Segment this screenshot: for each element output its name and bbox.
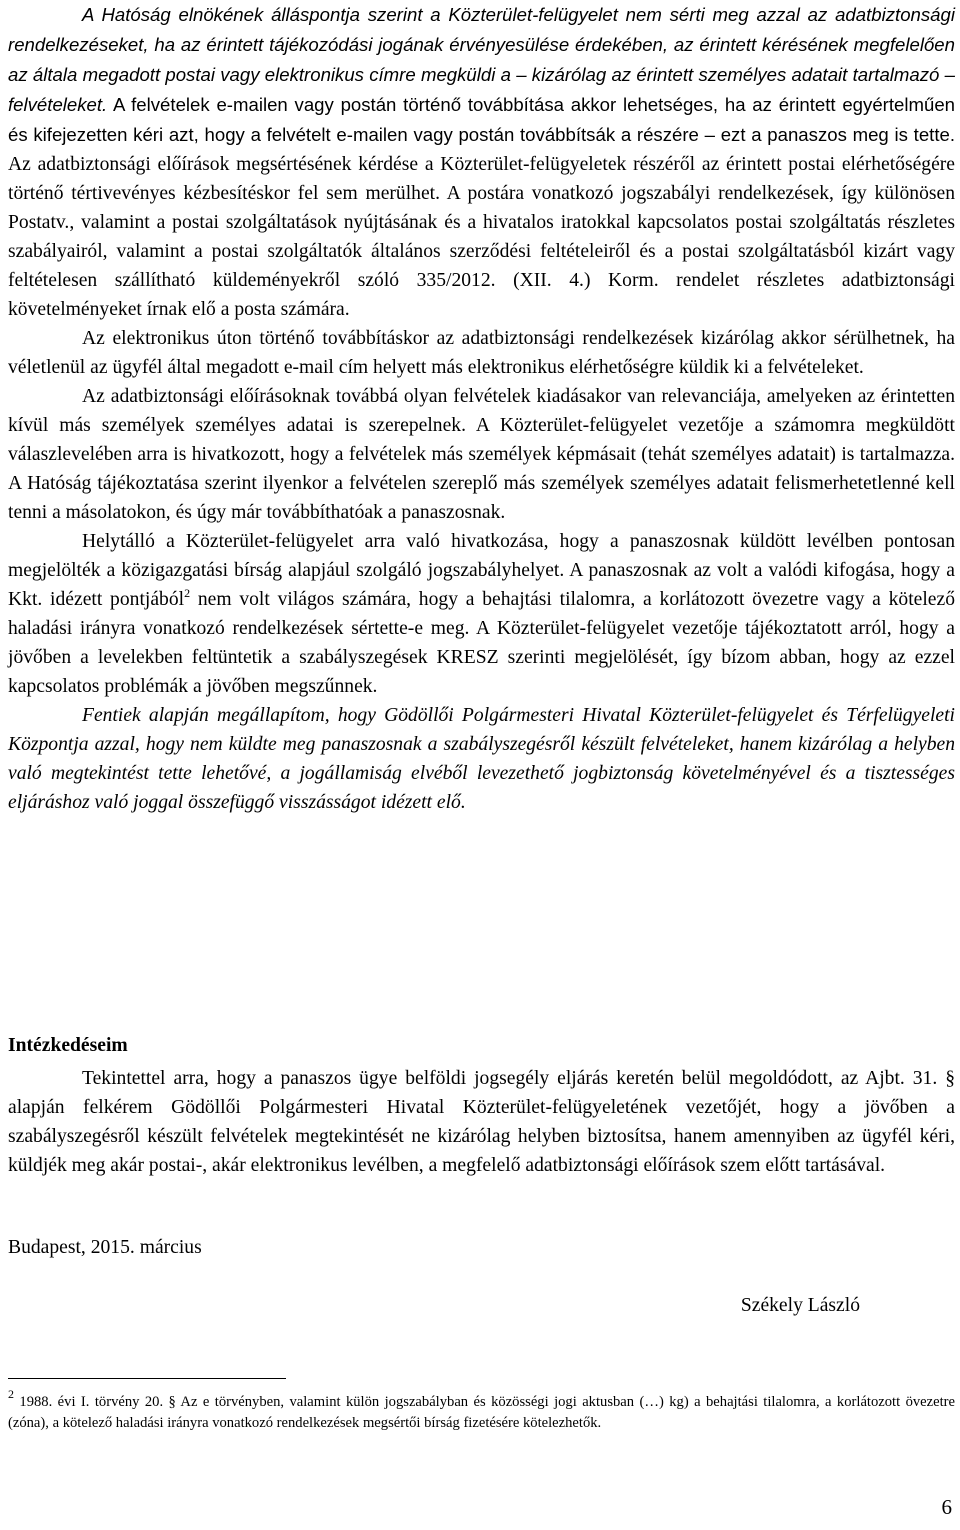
measures-heading: Intézkedéseim	[8, 1035, 128, 1056]
footnote	[8, 1387, 955, 1434]
footnote-marker: 2	[8, 1387, 14, 1401]
page-number: 6	[941, 1495, 952, 1519]
footnote-separator	[8, 1378, 286, 1379]
measures-paragraph: Tekintettel arra, hogy a panaszos ügye belföldi jogsegély eljárás keretén belül megoldódott, az Ajbt. 31. § alapján felkérem Gödöllői Polgármesteri Hivatal Közterület-felügyeletének vezetőjét, hogy a jövőben a szabályszegésről készült felvételek megtekintését ne kizárólag helyben biztosítsa, hanem amennyiben az ügyfél kéri, küldjék meg akár postai-, akár elektronikus levélben, a megfelelő adatbiztonsági előírások szem előtt tartásával.	[8, 1068, 955, 1176]
paragraph-1-italic-part: A Hatóság elnökének álláspontja szerint a Közterület-felügyelet nem sérti meg azzal az adatbiztonsági rendelkezéseket, ha az érintett tájékozódási jogának érvényesülése érdekében, az érintett kérésének megfelelően az általa megadott postai vagy elektronikus címre megküldi a – kizárólag az érintett személyes adatait tartalmazó – felvételeket.	[8, 4, 955, 115]
paragraph-1	[8, 0, 955, 324]
paragraph-4-part-a: Helytálló a Közterület-felügyelet arra való hivatkozása, hogy a panaszosnak küldött levélben pontosan megjelölték a közigazgatási bírság alapjául szolgáló jogszabályhelyet. A panaszosnak az volt a valódi kifogása, hogy a Kkt. idézett pontjából	[8, 531, 955, 610]
paragraph-3: Az adatbiztonsági előírásoknak továbbá olyan felvételek kiadásakor van relevanciája, amelyeken az érintetten kívül más személyek személyes adatai is szerepelnek. A Közterület-felügyelet vezetője a számomra megküldött válaszlevelében arra is hivatkozott, hogy a felvételek más személyek képmásait (tehát személyes adatait) is tartalmazza. A Hatóság tájékoztatása szerint ilyenkor a felvételen szereplő más személyek személyes adatait felismerhetetlenné kell tenni a másolatokon, és úgy már továbbíthatóak a panaszosnak.	[8, 386, 955, 523]
paragraph-1-serif-part: Az adatbiztonsági előírások megsértésének kérdése a Közterület-felügyeletek részéről az érintett postai elérhetőségére történő tértivevényes kézbesítéskor fel sem merülhet. A postára vonatkozó jogszabályi rendelkezések, így különösen Postatv., valamint a postai szolgáltatások nyújtásának és a hivatalos iratokkal kapcsolatos postai szolgáltatás részletes szabályairól, valamint a postai szolgáltatók általános szerződési feltételeiről és a postai szolgáltatásból kizárt vagy feltételesen szállítható küldeményekről szóló 335/2012. (XII. 4.) Korm. rendelet részletes adatbiztonsági követelményeket írnak elő a posta számára.	[8, 154, 955, 320]
paragraph-2: Az elektronikus úton történő továbbításkor az adatbiztonsági rendelkezések kizárólag akkor sérülhetnek, ha véletlenül az ügyfél által megadott e-mail cím helyett más elektronikus elérhetőségre küldik ki a felvételeket.	[8, 328, 955, 378]
place-and-date: Budapest, 2015. március	[8, 1237, 202, 1258]
paragraph-1-sans-part: A felvételek e-mailen vagy postán történő továbbítása akkor lehetséges, ha az érintett egyértelműen és kifejezetten kéri azt, hogy a felvételt e-mailen vagy postán továbbítsák a részére – ezt a panaszos meg is tette.	[8, 94, 955, 145]
measures-text-block	[8, 1064, 955, 1180]
footnote-text: 1988. évi I. törvény 20. § Az e törvényben, valamint külön jogszabályban és közösségi jogi aktusban (…) kg) a behajtási tilalomra, a korlátozott övezetre (zóna), a kötelező haladási irányra vonatkozó rendelkezések megsértői bírság fizetésére kötelezhetők.	[8, 1394, 955, 1431]
footnote-reference[interactable]: 2	[184, 586, 191, 600]
paragraph-5-conclusion: Fentiek alapján megállapítom, hogy Gödöllői Polgármesteri Hivatal Közterület-felügyelet és Térfelügyeleti Központja azzal, hogy nem küldte meg panaszosnak a szabályszegésről készült felvételeket, hanem kizárólag a helyben való megtekintést tette lehetővé, a jogállamiság elvéből levezethető jogbiztonság követelményével és a tisztességes eljáráshoz való joggal összefüggő visszásságot idézett elő.	[8, 705, 955, 813]
body-text	[8, 0, 955, 817]
signature-name: Székely László	[740, 1295, 860, 1316]
paragraph-4	[8, 527, 955, 701]
paragraph-4-part-b: nem volt világos számára, hogy a behajtási tilalomra, a korlátozott övezetre vagy a kötelező haladási irányra vonatkozó rendelkezések sértette-e meg. A Közterület-felügyelet vezetője tájékoztatott arról, hogy a jövőben a levelekben feltüntetik a szabályszegések KRESZ szerinti megjelölését, így bízom abban, hogy az ezzel kapcsolatos problémák a jövőben megszűnnek.	[8, 589, 955, 697]
